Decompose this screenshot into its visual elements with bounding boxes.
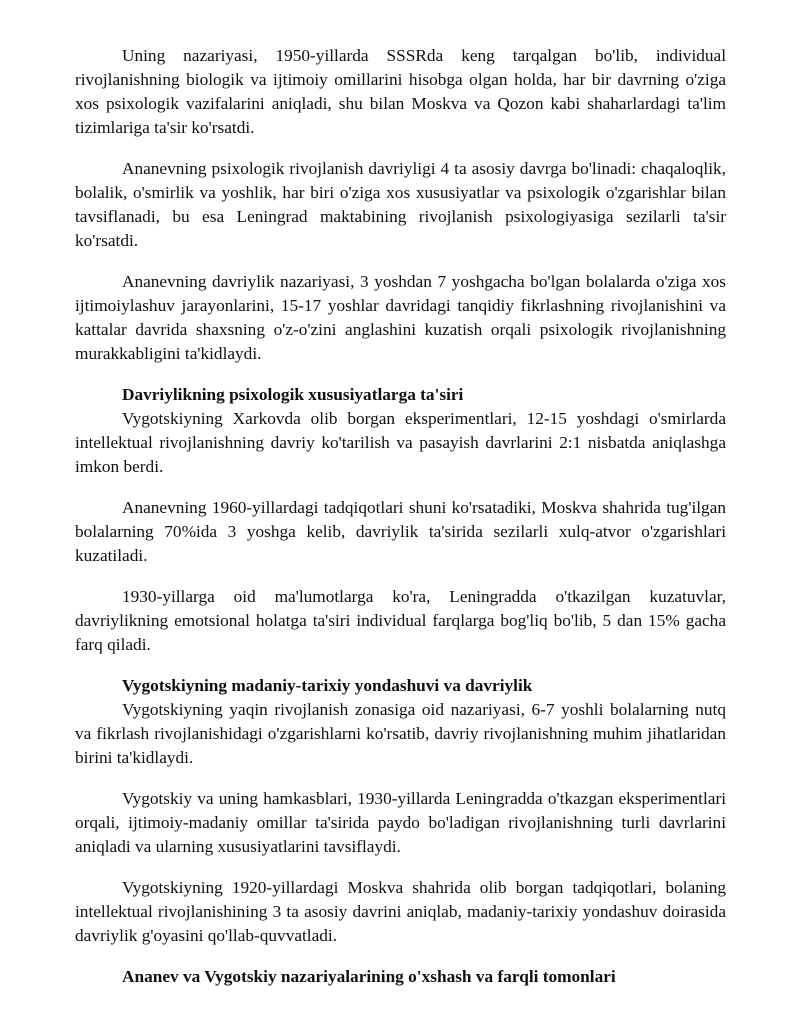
paragraph-four-periods: Ananevning psixologik rivojlanish davriyligi 4 ta asosiy davrga bo'linadi: chaqaloqlik, bolalik, o'smirlik va yoshlik, har biri o'ziga xos xususiyatlar va psixologik o'zgarishlar bilan tavsiflanadi, bu esa Leningrad maktabining rivojlanish psixologiyasiga sezilarli ta'sir ko'rsatdi. bbox=[75, 159, 726, 250]
section-heading-cultural-historical: Vygotskiyning madaniy-tarixiy yondashuvi va davriylik bbox=[122, 676, 533, 695]
paragraph-moscow-research: Ananevning 1960-yillardagi tadqiqotlari shuni ko'rsatadiki, Moskva shahrida tug'ilgan bolalarning 70%ida 3 yoshga kelib, davriylik ta'sirida sezilarli xulq-atvor o'zgarishlari kuzatiladi. bbox=[75, 498, 726, 565]
paragraph-kharkov-experiments: Vygotskiyning Xarkovda olib borgan eksperimentlari, 12-15 yoshdagi o'smirlarda intellektual rivojlanishning davriy ko'tarilish va pasayish davrlarini 2:1 nisbatda aniqlashga imkon berdi. bbox=[75, 409, 726, 476]
paragraph-1920s-research: Vygotskiyning 1920-yillardagi Moskva shahrida olib borgan tadqiqotlari, bolaning intellektual rivojlanishining 3 ta asosiy davrini aniqlab, madaniy-tarixiy yondashuv doirasida davriylik g'oyasini qo'llab-quvvatladi. bbox=[75, 878, 726, 945]
section-heading-comparison: Ananev va Vygotskiy nazariyalarining o'xshash va farqli tomonlari bbox=[122, 967, 616, 986]
paragraph-periodicity-theory: Ananevning davriylik nazariyasi, 3 yoshdan 7 yoshgacha bo'lgan bolalarda o'ziga xos ijtimoiylashuv jarayonlarini, 15-17 yoshlar davridagi tanqidiy fikrlashning rivojlanishini va kattalar davrida shaxsning o'z-o'zini anglashini kuzatish orqali psixologik rivojlanishning murakkabligini ta'kidlaydi. bbox=[75, 272, 726, 363]
paragraph-colleagues-experiments: Vygotskiy va uning hamkasblari, 1930-yillarda Leningradda o'tkazgan eksperimentlari orqali, ijtimoiy-madaniy omillar ta'sirida paydo bo'ladigan rivojlanishning turli davrlarini aniqladi va ularning xususiyatlarini tavsiflaydi. bbox=[75, 789, 726, 856]
paragraph-theory-spread: Uning nazariyasi, 1950-yillarda SSSRda keng tarqalgan bo'lib, individual rivojlanishning biologik va ijtimoiy omillarini hisobga olgan holda, har bir davrning o'ziga xos psixologik vazifalarini aniqladi, shu bilan Moskva va Qozon kabi shaharlardagi ta'lim tizimlariga ta'sir ko'rsatdi. bbox=[75, 46, 726, 137]
paragraph-proximal-zone: Vygotskiyning yaqin rivojlanish zonasiga oid nazariyasi, 6-7 yoshli bolalarning nutq va fikrlash rivojlanishidagi o'zgarishlarni ko'rsatib, davriy rivojlanishning muhim jihatlaridan birini ta'kidlaydi. bbox=[75, 700, 726, 767]
document-page bbox=[75, 44, 726, 989]
section-heading-psychological-influence: Davriylikning psixologik xususiyatlarga ta'siri bbox=[122, 385, 464, 404]
paragraph-leningrad-observations: 1930-yillarga oid ma'lumotlarga ko'ra, Leningradda o'tkazilgan kuzatuvlar, davriylikning emotsional holatga ta'siri individual farqlarga bog'liq bo'lib, 5 dan 15% gacha farq qiladi. bbox=[75, 587, 726, 654]
